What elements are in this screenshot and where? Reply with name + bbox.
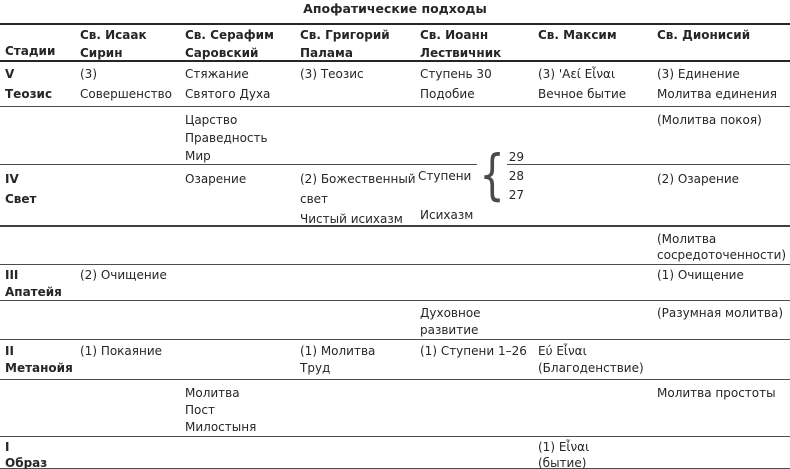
- cell-line: (3): [80, 67, 97, 81]
- cell-v-dionisiy: [657, 62, 790, 104]
- cell-line: (бытие): [538, 456, 587, 469]
- table-header-row: [0, 23, 790, 62]
- header-line: Св. Иоанн: [420, 28, 489, 42]
- cell-ii-palama: [300, 340, 420, 377]
- header-line: Св. Исаак: [80, 28, 147, 42]
- cell-v-serafim: [185, 62, 300, 104]
- cell-line: свет: [300, 192, 329, 206]
- cell-line: Чистый исихазм: [300, 212, 403, 226]
- cell-line: Озарение: [185, 172, 247, 186]
- header-line: Стадии: [5, 44, 56, 58]
- cell-line: (1) Εἶναι: [538, 440, 590, 454]
- header-line: Св. Дионисий: [657, 28, 751, 42]
- stage-numeral: II: [5, 344, 14, 358]
- cell-line: Мир: [185, 149, 211, 163]
- cell-iii-dionisiy: [657, 265, 790, 284]
- stage-numeral: IV: [5, 172, 19, 186]
- header-line: Саровский: [185, 46, 259, 60]
- header-palama: [300, 25, 420, 62]
- cell-line: Вечное бытие: [538, 87, 627, 101]
- cell-iii-isaak: [80, 265, 185, 284]
- stage-cell-iv: [5, 165, 80, 209]
- cell-line: Молитва простоты: [657, 386, 776, 400]
- cell-line: (1) Очищение: [657, 268, 744, 282]
- stage-name: Теозис: [5, 87, 53, 101]
- header-line: Лествичник: [420, 46, 502, 60]
- cell-line: сосредоточенности): [657, 248, 787, 262]
- stage-name: Апатейя: [5, 285, 62, 299]
- table-row-v-sub: [0, 107, 790, 165]
- cell-line: Исихазм: [420, 208, 474, 222]
- step-number: 28: [508, 168, 525, 183]
- cell-line: (1) Покаяние: [80, 344, 163, 358]
- table-row-stage-ii: [0, 340, 790, 380]
- cell-line: Ступень 30: [420, 67, 492, 81]
- cell-vsub-dionisiy: [657, 107, 790, 129]
- cell-v-isaak: [80, 62, 185, 104]
- steps-numbers: [509, 148, 524, 205]
- cell-iiisub-dionisiy: [657, 301, 790, 322]
- header-line: Сирин: [80, 46, 123, 60]
- cell-iv-palama: [300, 165, 420, 229]
- cell-line: Царство: [185, 113, 238, 127]
- step-number: 27: [508, 187, 525, 202]
- header-dionisiy: [657, 25, 790, 44]
- header-line: Св. Максим: [538, 28, 617, 42]
- stage-numeral: V: [5, 67, 15, 81]
- cell-line: Εύ Εἶναι: [538, 344, 587, 358]
- cell-ii-maksim: [538, 340, 657, 377]
- cell-line: Святого Духа: [185, 87, 271, 101]
- cell-line: Духовное: [420, 306, 481, 320]
- table-row-stage-iv: [0, 165, 790, 227]
- table-row-ii-sub: [0, 380, 790, 437]
- cell-line: (3) Теозис: [300, 67, 364, 81]
- cell-line: Молитва: [185, 386, 240, 400]
- cell-line: (Разумная молитва): [657, 306, 783, 320]
- header-maksim: [538, 25, 657, 44]
- table-row-stage-v: [0, 62, 790, 107]
- curly-brace-icon: {: [479, 144, 505, 208]
- cell-iisub-serafim: [185, 380, 300, 436]
- cell-line: Пост: [185, 403, 215, 417]
- stage-cell-iii: [5, 265, 80, 301]
- cell-line: (2) Очищение: [80, 268, 167, 282]
- table-row-stage-iii: [0, 265, 790, 301]
- cell-iisub-dionisiy: [657, 380, 790, 402]
- steps-label: Ступени: [418, 169, 472, 183]
- cell-iv-serafim: [185, 165, 300, 189]
- cell-line: Молитва единения: [657, 87, 777, 101]
- cell-line: Подобие: [420, 87, 475, 101]
- step-number: 29: [508, 149, 525, 164]
- stage-numeral: III: [5, 268, 19, 282]
- stage-cell-v: [5, 62, 80, 104]
- table-row-stage-i: [0, 437, 790, 469]
- cell-line: (Молитва: [657, 232, 717, 246]
- steps-brace-group: [418, 146, 524, 206]
- cell-line: (2) Озарение: [657, 172, 740, 186]
- cell-line: Праведность: [185, 131, 268, 145]
- apophatic-table: [0, 23, 790, 469]
- cell-ivsub-dionisiy: [657, 227, 790, 263]
- stage-cell-ii: [5, 340, 80, 377]
- stage-name: Свет: [5, 192, 37, 206]
- cell-line: (3) 'Αεί Εἶναι: [538, 67, 615, 81]
- cell-i-maksim: [538, 437, 657, 469]
- table-row-iii-sub: [0, 301, 790, 340]
- table-row-iv-sub: [0, 227, 790, 265]
- cell-v-ioann: [420, 62, 538, 104]
- cell-line: Труд: [300, 361, 331, 375]
- cell-v-palama: [300, 62, 420, 84]
- cell-v-maksim: [538, 62, 657, 104]
- stage-cell-i: [5, 437, 80, 469]
- page-title: Апофатические подходы: [303, 1, 487, 16]
- stage-name: Образ: [5, 456, 48, 469]
- stage-numeral: I: [5, 440, 10, 454]
- cell-line: (Молитва покоя): [657, 113, 762, 127]
- header-stages: [5, 41, 80, 62]
- cell-iv-dionisiy: [657, 165, 790, 189]
- cell-ii-isaak: [80, 340, 185, 360]
- header-line: Св. Григорий: [300, 28, 390, 42]
- cell-line: (Благоденствие): [538, 361, 644, 375]
- cell-iiisub-ioann: [420, 301, 538, 339]
- header-line: Св. Серафим: [185, 28, 274, 42]
- header-line: Палама: [300, 46, 353, 60]
- header-serafim: [185, 25, 300, 62]
- cell-line: Милостыня: [185, 420, 257, 434]
- header-ioann: [420, 25, 538, 62]
- cell-line: Стяжание: [185, 67, 249, 81]
- cell-line: Совершенство: [80, 87, 173, 101]
- cell-ii-ioann: [420, 340, 538, 360]
- stage-name: Метанойя: [5, 361, 73, 375]
- cell-line: (2) Божественный: [300, 172, 416, 186]
- header-isaak: [80, 25, 185, 62]
- cell-line: (3) Единение: [657, 67, 740, 81]
- cell-line: развитие: [420, 323, 479, 337]
- cell-line: (1) Ступени 1–26: [420, 344, 527, 358]
- cell-line: (1) Молитва: [300, 344, 376, 358]
- cell-vsub-serafim: [185, 107, 300, 165]
